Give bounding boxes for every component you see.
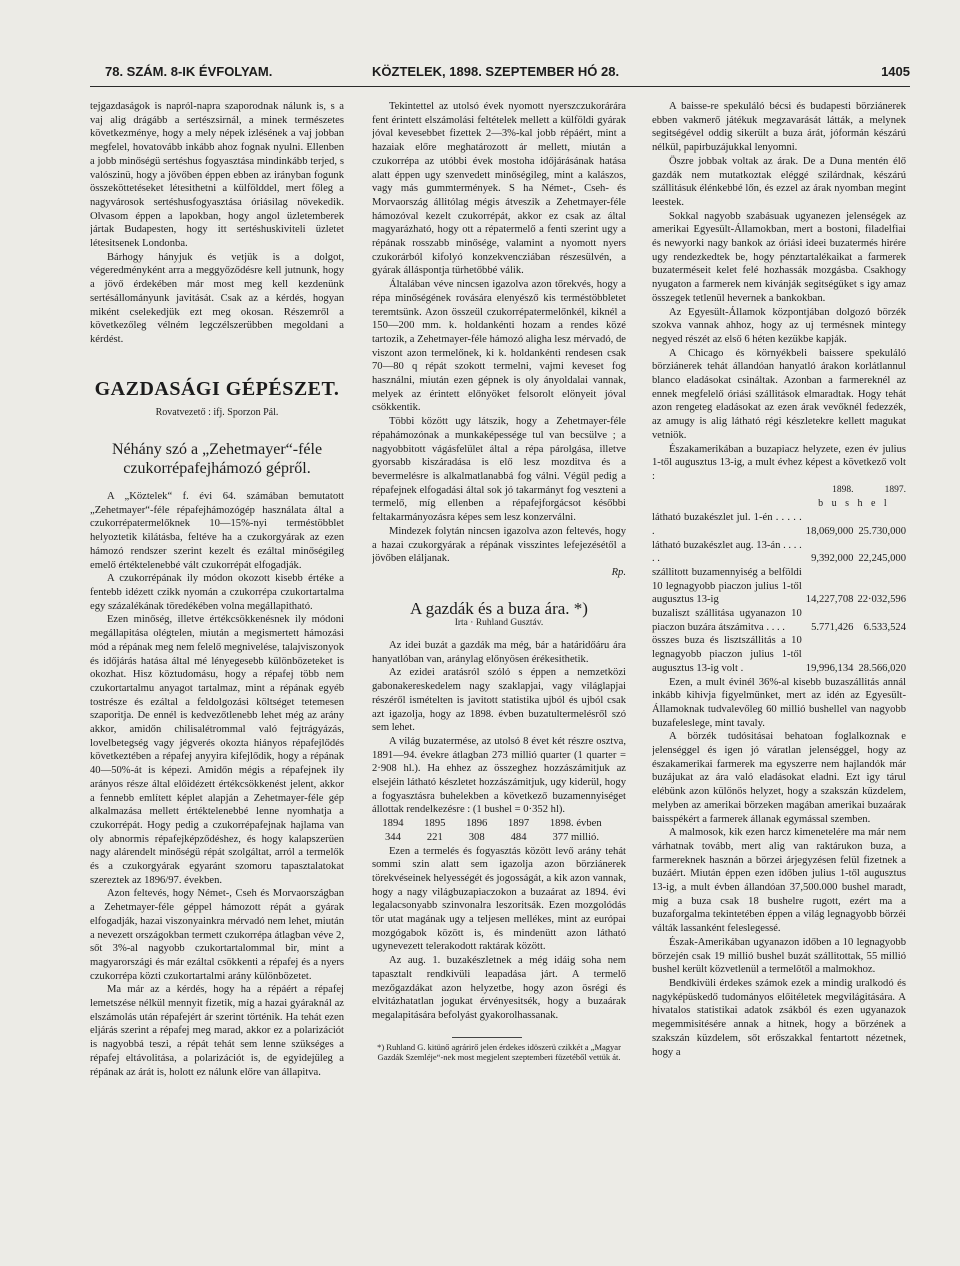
- paragraph: Az Egyesült-Államok központjában dolgozó börzék szokva vannak ahhoz, hogy az uj termésnek mintegy negyed részét az első 6 héten kezükbe kapják.: [652, 306, 906, 345]
- paragraph: Általában véve nincsen igazolva azon tőrekvés, hogy a répa minőségének rovására elenyésző kis terméstöbbletet teremtsünk. Azon összeül czukorrépatermelőnkél, kiknél a 150—200 mm. k. holdankénti hozam a rendes közé tartozik, a Zehetmayer-féle hámozó aligha lesz mérvadó, de viszont azon termelőnek, ki k. holdankénti rendesen csak 70—80 q répát szokott termelni, vajmi keveset fog használni, miután ezen gépnek is oly ányoldalai vannak, melyek az érintett előnyöket felsorolt elönyeit jóval csökkentik.: [372, 279, 626, 414]
- page-header: [60, 62, 910, 84]
- value-cell: 484: [510, 831, 527, 843]
- table-row: [652, 634, 906, 675]
- row-value: 22,245,000: [858, 553, 906, 565]
- paragraph: Azon feltevés, hogy Német-, Cseh és Morvaországban a Zehetmayer-féle géppel hámozott répát a gyárak elfogadják, hazai viszonyainkra mérvadó nem lehet, miután a nevezett országokban termett czukorrépa átlagban véve 2, sőt 3%-al nagyobb czukortartalommal bir, mint a magyarországi és már ezáltal csökkenti a répafej és a nyers czukorrépa közti czukortartalmi arány különbözetet.: [90, 888, 344, 982]
- paragraph: Bendkivüli érdekes számok ezek a mindig uralkodó és nagyképüskedő tudományos előitéletek megvilágitására. A hivatalos statistikai adatok zsákból és ezen ugyanazok megemmisitésére annak a hitnek, hogy a börzének a szakszán küzdelem, sőt erőszakkal fentartott nézetnek, hogy a: [652, 978, 906, 1058]
- paragraph: Ezen a termelés és fogyasztás között levő arány tehát sommi szin alatt sem igazolja azon börziánerek törekvéseinek helyességét és jogosságát, a kik azon vannak, hogy a nagy világbuzapiaczokon a buzaárat az 1894. évi legalacsonyabb szinvonalra leszoritsák. Ezen mozgolódás tör utat magának ugy a teljesen mellékes, mint az európai mozgógabok között is, és mindenütt azon látható ugynevezett telerakodott raktárak között.: [372, 845, 626, 953]
- row-label: szállitott buzamennyiség a belföldi 10 legnagyobb piaczon julius 1-től augusztus 13-ig: [652, 566, 802, 606]
- year-cell: 1898. évben: [549, 818, 602, 830]
- table-row: [652, 566, 906, 607]
- year-header: 1897.: [884, 484, 906, 495]
- footnote-rule: [452, 1037, 522, 1038]
- row-value: 9,392,000: [811, 553, 854, 565]
- value-cell: 344: [384, 831, 401, 843]
- paragraph: Mindezek folytán nincsen igazolva azon feltevés, hogy a hazai czukorgyárak a répának visszintes lefejezésétől a jövőben eláljanak.: [372, 525, 626, 565]
- value-cell: 221: [426, 831, 443, 843]
- paragraph: Ma már az a kérdés, hogy ha a répáért a répafej lemetszése nélkül mennyit fizetik, míg a hazai gyáraknál az elszámolás után répafejért ár szerint történik. Ha tehát ezen eljárás szerint a répafej meg marad, akkor ez a polarizációt is nagyobbá teszi, a répát tehát sem lenne szükséges a répafej eltávolitása, a polarizációt is, de egyidejüleg a répának az árát is, holott ez nálunk előre van állapitva.: [90, 984, 344, 1078]
- section-editor: Rovatvezető : ifj. Sporzon Pál.: [155, 407, 279, 419]
- paragraph: A világ buzatermése, az utolsó 8 évet két részre osztva, 1891—94. évekre átlagban 273 millió quarter (1 quarter = 2·908 hl.). Ha ehhez az összeghez hozzászámitjuk az elsejéin látható készletet hozzászámitjuk, ugy kiderül, hogy a fogyasztásra buhelekben a következő buzamennyiséget állottak rendelkezésre : (1 bushel = 0·352 hl).: [372, 735, 626, 816]
- paragraph: A baisse-re spekuláló bécsi és budapesti börziánerek ebben vakmerő játékuk megzavarását látták, a melynek segitségével oddig sikerült a buza árát, jóformán készárú nélkül, papirbuzájukkal lenyomni.: [652, 101, 906, 154]
- value-cell: 308: [468, 831, 485, 843]
- year-header: 1898.: [832, 484, 854, 495]
- row-label: összes buza és lisztszállitás a 10 legnagyobb piaczon julius 1-től augusztus 13-ig volt .: [652, 635, 802, 674]
- byline: Irta · Ruhland Gusztáv.: [454, 618, 544, 629]
- table-row: [652, 511, 906, 538]
- row-value: 5.771,426: [811, 621, 854, 633]
- paragraph: Az aug. 1. buzakészletnek a még idáig soha nem tapasztalt rendkivüli leapadása járt. A termelő mezőgazdákat azon helyzetbe, hogy azon ösrégi és elvitázhatatlan jogukat érvényesitsék, hogy a buzaárak megalapitására befolyást gyakorolhassanak.: [372, 955, 626, 1021]
- row-label: buzaliszt szállitása ugyanazon 10 piaczon buzára átszámitva . . . .: [652, 608, 802, 633]
- signature: Rp.: [611, 566, 626, 578]
- paragraph: Az ezidei aratásról szóló s éppen a nemzetközi gabonakereskedelem nagy szaklapjai, vagy világlapjai részéről ismételten is javitott statistika ujból és ujból csak azt igazolja, hogy az 1898. évben buzatultermelésről szó sem lehet.: [372, 667, 626, 734]
- paragraph: Az idei buzát a gazdák ma még, bár a határidőáru ára hanyatlóban van, aránylag előnyösen érékesithetik.: [372, 640, 626, 665]
- header-rule: [90, 86, 910, 87]
- paragraph: A börzék tudósitásai behatoan foglalkoznak e jelenséggel és igen jó váratlan jelenséggel, hogy az északamerikai farmerek ma egyszerre nem hajlandók már buzájukat az ára való eladásokat eladni. Ezt igy tárul elébünk azon különös helyzet, hogy a szakszán küzdelem, melyben az amerikai börzeken magában amerikai buzaárak baisspékért a farmerek állanak egymással szemben.: [652, 731, 906, 825]
- paragraph: A malmosok, kik ezen harcz kimenetelére ma már nem várhatnak tovább, mert alig van raktárukon buza, a farmereknek hasznán a börzei árjegyzésen felül fizetnek a buzáért. Miután éppen ezen időben julius 1-től augusztus 13-ig, a mult évben állandóan 37,500.000 bushel maradt, mig a buza csak 18 bushelre rugott, ezért ma a buzaforgalma tekintetében éppen a világ legnagyobb börzéi válták lassanként feleslegessé.: [652, 827, 906, 935]
- row-value: 22·032,596: [857, 594, 906, 606]
- paragraph: A czukorrépának ily módon okozott kisebb értéke a fentebb idézett czikk nyomán a czukorrépa czukortartalma egy százalékának töredékében volna megállapitható.: [90, 573, 344, 612]
- article-title: A gazdák és a buza ára. *): [410, 598, 588, 618]
- footnote: *) Ruhland G. kitünő agrárirő jelen érdekes idöszerü czikkét a „Magyar Gazdák Szemléje“-nek most megjelent szeptemberi füzetéből vettük át.: [377, 1041, 621, 1063]
- year-cell: 1896: [466, 818, 488, 830]
- issue-number: 78. SZÁM. 8-IK ÉVFOLYAM.: [105, 64, 273, 79]
- paragraph: Sokkal nagyobb szabásuak ugyanezen jelenségek az amerikai Egyesült-Államokban, mert a bostoni, filadelfiai és newyorki nagy bankok az óriási ideei buzatermés hirére ugy rendezkedtek be, hogy pénztartalékaikat a farmerek buzaterméseit kelet felé hozhassák mozgásba. Csakhogy nyugaton a farmerek nem kivánják segitségüket s igy amaz összegek tetlenül hevernek a bankokban.: [652, 210, 906, 304]
- paragraph: Bárhogy hányjuk és vetjük is a dolgot, végeredményként arra a meggyőződésre kell jutnunk, hogy a jövő érdekében már most meg kell kezdenünk sertésállományunk javitását. Csak az a kérdés, hogyan miként cselekedjük ezt meg okosan. Részemről a következőleg vélném legczélszerübben megoldani a kérdést.: [90, 251, 344, 345]
- row-value: 18,069,000: [805, 525, 854, 537]
- page-number: 1405: [881, 64, 910, 79]
- paragraph: Észak-Amerikában ugyanazon időben a 10 legnagyobb börzején csak 19 millió bushel buzát szállitottak, 55 millió bushel került közvetlenül a termelőtől a malmokhoz.: [652, 936, 906, 976]
- paragraph: tejgazdaságok is napról-napra szaporodnak nálunk is, s a vaj alig drágább a sertészsirnál, a minek természetes következménye, hogy a mely népek izlésének a vaj jobban megfelel, hovatovább inkább ahoz fognak nyulni. Ellenben a jobb minőségü sertéshus fogyasztása mindinkább terjed, s valószinü, hogy a jövőben éppen ebben az irányban fogunk összeköttetéseket létesithetni a külfölddel, mert főleg a nagyvárosok sertéshusfogyasztása óriásilag növekedik. Olvasom éppen a lapokban, hogy angol üzletemberek jártak Budapesten, hogy itt sertéshuskiviteli üzletet létesitsenek Londonba.: [90, 101, 344, 250]
- paragraph: Ezen, a mult évinél 36%-al kisebb buzaszállitás annál inkább kihivja figyelmünket, mert az idén az Egyesült-Államoknak tudvalevőleg 60 millió bushellel van nagyobb buzafeleslege, mint tavaly.: [652, 676, 906, 729]
- row-value: 19,996,134: [805, 662, 854, 674]
- table-row: [652, 607, 906, 634]
- values-row: [372, 831, 626, 845]
- column-middle: [372, 100, 626, 1230]
- years-row: [372, 817, 626, 831]
- value-cell: 377 millió.: [552, 831, 599, 843]
- article-title: Néhány szó a „Zehetmayer“-féle czukorrépafejhámozó gépről.: [111, 441, 323, 478]
- wheat-stats-table: [652, 484, 906, 676]
- unit-row: [652, 497, 906, 511]
- paragraph: Északamerikában a buzapiacz helyzete, ezen év julius 1-től augusztus 13-ig, a mult évhez képest a következő volt :: [652, 443, 906, 482]
- section-title: GAZDASÁGI GÉPÉSZET.: [94, 377, 340, 400]
- table-row: [652, 539, 906, 566]
- column-left: [90, 100, 344, 1220]
- unit-label: b u s h e l: [818, 498, 890, 510]
- table-header-row: [652, 484, 906, 498]
- row-value: 14,227,708: [805, 594, 854, 606]
- row-label: látható buzakészlet jul. 1-én . . . . . .: [652, 512, 802, 537]
- paragraph: Öszre jobbak voltak az árak. De a Duna mentén élő gazdák nem mutatkoztak eléggé szilárdnak, készárú szállitásuk élénkebbé lőn, és ezzel az árak nyomban megint leestek.: [652, 155, 906, 208]
- column-right: [652, 100, 906, 1230]
- masthead: KÖZTELEK, 1898. SZEPTEMBER HÓ 28.: [372, 64, 620, 79]
- row-value: 25.730,000: [858, 525, 906, 537]
- paragraph: Többi között ugy látszik, hogy a Zehetmayer-féle répahámozónak a munkaképessége tul van becsülve ; a nagyobbitott vágásfelület által a répa párolgása, illetve gyorsabb kiszáradása is elő lesz mozditva és a bevermelésre is alkalmatlanabbá fog válni. Végül pedig a répafejnek elfogadási által sok jó takarmányt fog veszteni a termelő, míg ellenben a répafejforgácsot későbbi feltakarmányozásra képes sem lesz konzerválni.: [372, 416, 626, 524]
- row-label: látható buzakészlet aug. 13-án . . . . . .: [652, 539, 802, 565]
- year-cell: 1894: [382, 818, 404, 830]
- row-value: 6.533,524: [863, 621, 906, 633]
- paragraph: Ezen minőség, illetve értékcsökkenésnek ily módoni megállapitása olégtelen, miután a megismertett hámozási mód a répának meg nem felelő megnivelése, talajviszonyok és időjárás hatása által mé lényegesebb különbözeteket is okozhat. Hisz köztudomásu, hogy a répafej több nem czukortartalmu anyagot tartalmaz, mint a répának egyéb tostrésze és ezáltal a feldolgozási költséget tetemesen szaporitja. De ennél is kedvezőtlenebb lehet még az arány akkor, amidőn chilisalétrommal való fejtrágyázás, lovelbetegség vagy jégverés okozta hiányos répafejlődés következtében a répafej anyyira kifejlődik, hogy a répának 40—50%-át is képezi. Amidőn mégis a répafejnek ily arányos része által előidézett értékcsökkenést jelent, akkor a fennebb említett képlet alapján a Zehetmayer-féle gép alkalmazása mellett értéktelenebbé lenne nyomhatja a czukorrépát. Hogy pedig a czukorrépafejnak hajlama van oly abnormis répafejképződéshez, és hogy kalapszerüen nagy alárendelt minőségü répát szolgáltat, arról a termelők és a czukorgyárak egyaránt szomoru tapasztalatokat szereztek az 1896/97. években.: [90, 614, 344, 886]
- row-value: 28.566,020: [858, 662, 906, 674]
- year-cell: 1895: [424, 818, 446, 830]
- paragraph: Tekintettel az utolsó évek nyomott nyerszczukorárára fent érintett elszámolási feltételek mellett a külföldi gyárak jóval kevesebbet fizettek 2—3%-kal jobb répáért, mint a hazaiak előre meghatározott ár mellett, miután a czukorrépa az utóbbi évek mostoha időjárásának hatása alatt éppen ugy szenvedett minőségileg, mint a kalászos, vagy más gummtermények. S ha Német-, Cseh- és Morvaország állitólag mégis átveszik a Zehetmayer-féle hámozóval kezelt czukorrépát, akkor ez csak az által magyarázható, hogy ott a répatermelő a fenti szerint ugy a répának rosszabb minősége, valamint a nyomott nyers czukorárból kifolyó konzekvencziában részesülvén, a gyárak álláspontja türhetőbbé válik.: [372, 101, 626, 277]
- paragraph: A Chicago és környékbeli baissere spekuláló börziánerek tehát állandóan hanyatló árakon korlátlannul blanco eladásokat csináltak. Azonban a farmereknél az ennek megfelelő óriási szállitások elmaradtak. Hogy tehát azon rengeteg eladásokat az ezen árak vevőknél fedezzék, az amugy is alig látható régi készletekre kellett magukat vetniök.: [652, 347, 906, 441]
- year-cell: 1897: [507, 818, 530, 830]
- paragraph: A „Köztelek“ f. évi 64. számában bemutatott „Zehetmayer“-féle répafejhámozógép használata által a czukorrépatermelőknek 10—15%-nyi terméstöbblet helyoztetik kilátásba, feltéve ha a czukorgyárak az ezen hámozó rendszer szerint kezelt és ezáltal minőségileg emelő értéktelenebbé vált czukorrépát elfogadják.: [90, 491, 344, 571]
